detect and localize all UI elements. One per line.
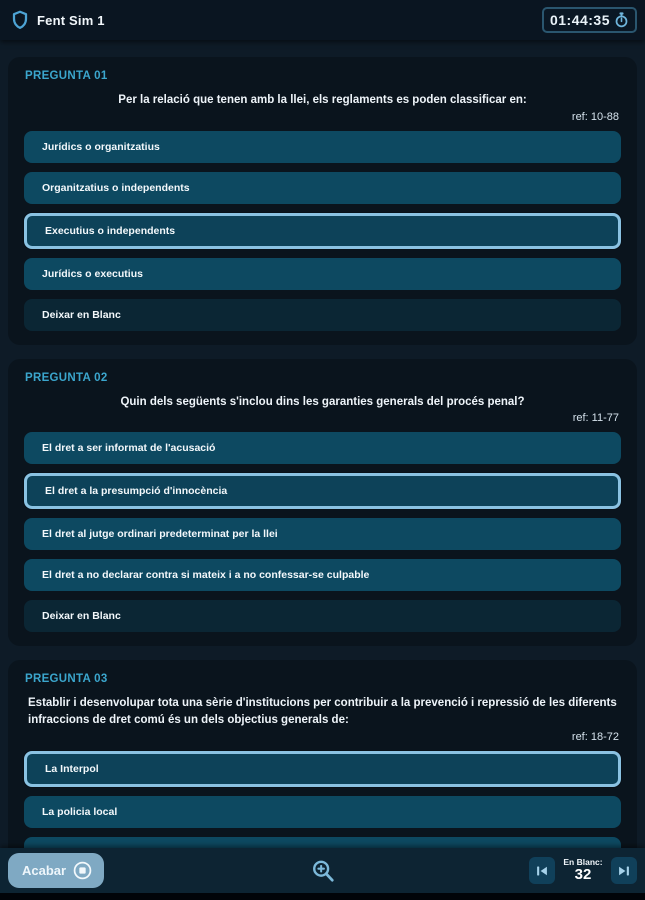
question-scroll-area[interactable] <box>0 40 645 900</box>
blank-counter-value: 32 <box>574 865 592 883</box>
skip-forward-icon <box>617 864 631 878</box>
blank-counter <box>561 858 605 884</box>
timer-value: 01:44:35 <box>549 12 610 28</box>
question-ref: ref: 18-72 <box>571 730 619 743</box>
timer-chip[interactable] <box>542 7 637 33</box>
answer-option[interactable] <box>24 258 621 290</box>
skip-forward-button[interactable] <box>611 857 637 884</box>
question-list <box>8 57 637 883</box>
bottom-black-strip <box>0 893 645 900</box>
bottom-bar <box>0 848 645 893</box>
answer-option[interactable] <box>24 473 621 509</box>
answer-option-label: Organitzatius o independents <box>42 181 190 194</box>
blank-option[interactable] <box>24 600 621 632</box>
blank-counter-label: En Blanc: <box>563 856 603 867</box>
answer-option-label: El dret a ser informat de l'acusació <box>42 442 216 455</box>
shield-icon <box>11 10 29 30</box>
answer-option-label: Jurídics o executius <box>42 267 143 280</box>
blank-option[interactable] <box>24 299 621 331</box>
answer-option-label: Jurídics o organitzatius <box>42 140 160 153</box>
question-number: PREGUNTA 01 <box>25 70 108 82</box>
question-text: Quin dels següents s'inclou dins les garanties generals del procés penal? <box>120 395 525 408</box>
answer-option-label: Deixar en Blanc <box>42 308 121 321</box>
skip-back-icon <box>535 864 549 878</box>
stopwatch-icon <box>614 12 629 28</box>
answer-option[interactable] <box>24 796 621 828</box>
app-title: Fent Sim 1 <box>37 12 105 28</box>
answer-option-label: El dret al jutge ordinari predeterminat per la llei <box>42 528 278 541</box>
stop-icon <box>73 861 92 880</box>
finish-button[interactable] <box>8 853 104 888</box>
options-list <box>24 432 621 632</box>
question-ref: ref: 11-77 <box>572 412 619 425</box>
zoom-in-icon[interactable] <box>307 854 339 887</box>
question-text: Per la relació que tenen amb la llei, els reglaments es poden classificar en: <box>118 94 527 106</box>
answer-option-label: El dret a la presumpció d'innocència <box>45 485 228 498</box>
answer-option[interactable] <box>24 213 621 249</box>
top-bar <box>0 0 645 40</box>
question-card <box>8 57 637 345</box>
answer-option[interactable] <box>24 131 621 163</box>
answer-option-label: La Interpol <box>45 762 99 775</box>
question-card <box>8 359 637 647</box>
options-list <box>24 131 621 331</box>
skip-back-button[interactable] <box>529 857 555 884</box>
answer-option-label: Deixar en Blanc <box>42 610 121 623</box>
question-number: PREGUNTA 02 <box>25 371 108 384</box>
answer-option-label: Executius o independents <box>45 224 176 237</box>
answer-option[interactable] <box>24 751 621 787</box>
question-ref: ref: 10-88 <box>571 110 619 123</box>
answer-option-label: El dret a no declarar contra si mateix i a no confessar-se culpable <box>42 569 370 582</box>
question-number: PREGUNTA 03 <box>25 673 108 686</box>
answer-option[interactable] <box>24 172 621 204</box>
blank-navigation-group <box>529 848 637 893</box>
answer-option-label: La policia local <box>42 805 118 818</box>
question-text: Establir i desenvolupar tota una sèrie d'institucions per contribuir a la prevenció i repressió de les diferents infraccions de dret comú és un dels objectius generals de: <box>28 697 617 727</box>
finish-button-label: Acabar <box>22 863 67 878</box>
answer-option[interactable] <box>24 432 621 464</box>
answer-option[interactable] <box>24 559 621 591</box>
answer-option[interactable] <box>24 518 621 550</box>
